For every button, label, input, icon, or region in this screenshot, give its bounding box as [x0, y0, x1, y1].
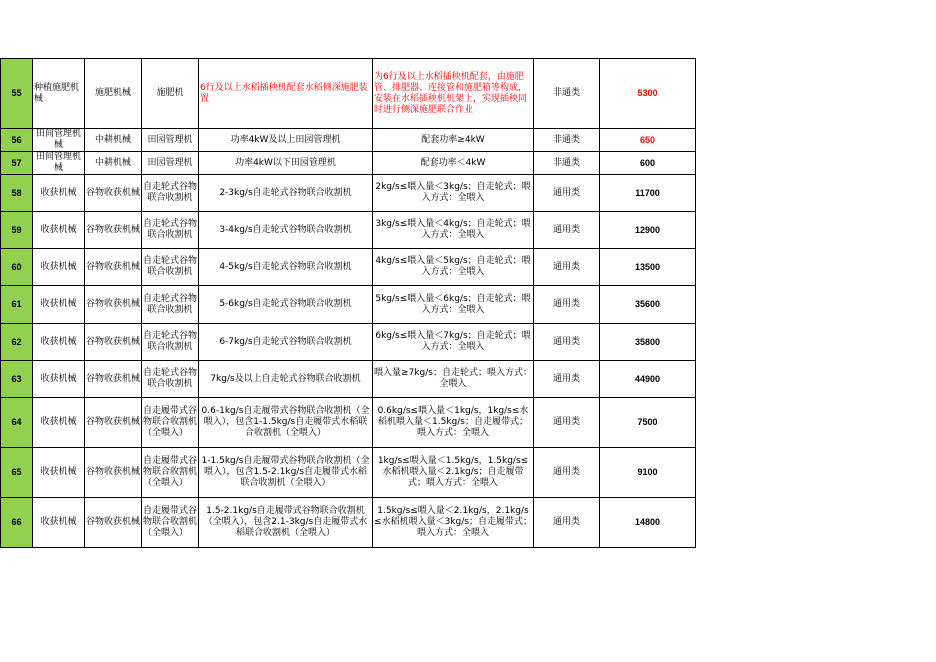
price-cell[interactable]: 14800 — [600, 498, 696, 548]
row-number-cell[interactable]: 57 — [1, 152, 33, 175]
subcategory-cell[interactable]: 谷物收获机械 — [85, 398, 142, 448]
category-cell[interactable]: 收获机械 — [33, 324, 85, 361]
type-cell[interactable]: 通用类 — [534, 361, 600, 398]
params-cell[interactable]: 0.6kg/s≤喂入量＜1kg/s，1kg/s≤水稻机喂入量＜1.5kg/s；自走履带式；喂入方式：全喂入 — [373, 398, 534, 448]
grade-cell[interactable]: 1.5-2.1kg/s自走履带式谷物联合收割机（全喂入），包含2.1-3kg/s自走履带式水稻联合收割机（全喂入） — [199, 498, 373, 548]
item-cell[interactable]: 自走轮式谷物联合收割机 — [142, 286, 199, 324]
type-cell[interactable]: 通用类 — [534, 324, 600, 361]
params-cell[interactable]: 2kg/s≤喂入量＜3kg/s；自走轮式；喂入方式：全喂入 — [373, 175, 534, 212]
category-cell[interactable]: 收获机械 — [33, 448, 85, 498]
price-cell[interactable]: 13500 — [600, 249, 696, 286]
price-cell[interactable]: 600 — [600, 152, 696, 175]
subcategory-cell[interactable]: 谷物收获机械 — [85, 212, 142, 249]
category-cell[interactable]: 田间管理机械 — [33, 152, 85, 175]
price-cell[interactable]: 35600 — [600, 286, 696, 324]
subcategory-cell[interactable]: 谷物收获机械 — [85, 498, 142, 548]
params-cell[interactable]: 5kg/s≤喂入量＜6kg/s；自走轮式；喂入方式：全喂入 — [373, 286, 534, 324]
params-cell[interactable]: 1kg/s≤喂入量＜1.5kg/s，1.5kg/s≤水稻机喂入量＜2.1kg/s；自走履带式；喂入方式：全喂入 — [373, 448, 534, 498]
subcategory-cell[interactable]: 中耕机械 — [85, 129, 142, 152]
row-number-cell[interactable]: 58 — [1, 175, 33, 212]
price-cell[interactable]: 650 — [600, 129, 696, 152]
row-number-cell[interactable]: 55 — [1, 59, 33, 129]
item-cell[interactable]: 田园管理机 — [142, 129, 199, 152]
category-cell[interactable]: 种植施肥机械 — [33, 59, 85, 129]
category-cell[interactable]: 收获机械 — [33, 212, 85, 249]
table-row — [1, 398, 696, 448]
grade-cell[interactable]: 功率4kW以下田园管理机 — [199, 152, 373, 175]
table-row — [1, 175, 696, 212]
item-cell[interactable]: 自走履带式谷物联合收割机（全喂入） — [142, 398, 199, 448]
type-cell[interactable]: 非通类 — [534, 152, 600, 175]
table-row — [1, 249, 696, 286]
row-number-cell[interactable]: 66 — [1, 498, 33, 548]
grade-cell[interactable]: 5-6kg/s自走轮式谷物联合收割机 — [199, 286, 373, 324]
price-cell[interactable]: 9100 — [600, 448, 696, 498]
item-cell[interactable]: 施肥机 — [142, 59, 199, 129]
row-number-cell[interactable]: 56 — [1, 129, 33, 152]
category-cell[interactable]: 收获机械 — [33, 398, 85, 448]
subcategory-cell[interactable]: 谷物收获机械 — [85, 448, 142, 498]
category-cell[interactable]: 收获机械 — [33, 249, 85, 286]
item-cell[interactable]: 自走履带式谷物联合收割机（全喂入） — [142, 448, 199, 498]
category-cell[interactable]: 收获机械 — [33, 286, 85, 324]
price-cell[interactable]: 35800 — [600, 324, 696, 361]
price-cell[interactable]: 7500 — [600, 398, 696, 448]
row-number-cell[interactable]: 65 — [1, 448, 33, 498]
row-number-cell[interactable]: 63 — [1, 361, 33, 398]
item-cell[interactable]: 自走履带式谷物联合收割机（全喂入） — [142, 498, 199, 548]
item-cell[interactable]: 自走轮式谷物联合收割机 — [142, 324, 199, 361]
params-cell[interactable]: 4kg/s≤喂入量＜5kg/s；自走轮式；喂入方式：全喂入 — [373, 249, 534, 286]
params-cell[interactable]: 3kg/s≤喂入量＜4kg/s；自走轮式；喂入方式：全喂入 — [373, 212, 534, 249]
subsidy-table — [0, 58, 696, 548]
params-cell[interactable]: 配套功率≥4kW — [373, 129, 534, 152]
table-row — [1, 152, 696, 175]
table-row — [1, 361, 696, 398]
type-cell[interactable]: 通用类 — [534, 249, 600, 286]
grade-cell[interactable]: 功率4kW及以上田园管理机 — [199, 129, 373, 152]
type-cell[interactable]: 通用类 — [534, 175, 600, 212]
subcategory-cell[interactable]: 谷物收获机械 — [85, 175, 142, 212]
row-number-cell[interactable]: 62 — [1, 324, 33, 361]
category-cell[interactable]: 田间管理机械 — [33, 129, 85, 152]
category-cell[interactable]: 收获机械 — [33, 498, 85, 548]
category-cell[interactable]: 收获机械 — [33, 175, 85, 212]
table-row — [1, 129, 696, 152]
params-cell[interactable]: 1.5kg/s≤喂入量＜2.1kg/s，2.1kg/s≤水稻机喂入量＜3kg/s；自走履带式；喂入方式：全喂入 — [373, 498, 534, 548]
table-row — [1, 448, 696, 498]
type-cell[interactable]: 非通类 — [534, 59, 600, 129]
price-cell[interactable]: 11700 — [600, 175, 696, 212]
params-cell[interactable]: 为6行及以上水稻插秧机配套，由施肥管、排肥器、连接管和施肥箱等构成，安装在水稻插秧机机架上，实现插秧同时进行侧深施肥联合作业 — [373, 59, 534, 129]
type-cell[interactable]: 通用类 — [534, 286, 600, 324]
grade-cell[interactable]: 4-5kg/s自走轮式谷物联合收割机 — [199, 249, 373, 286]
grade-cell[interactable]: 0.6-1kg/s自走履带式谷物联合收割机（全喂入），包含1-1.5kg/s自走履带式水稻联合收割机（全喂入） — [199, 398, 373, 448]
subcategory-cell[interactable]: 谷物收获机械 — [85, 361, 142, 398]
price-cell[interactable]: 12900 — [600, 212, 696, 249]
grade-cell[interactable]: 3-4kg/s自走轮式谷物联合收割机 — [199, 212, 373, 249]
row-number-cell[interactable]: 59 — [1, 212, 33, 249]
params-cell[interactable]: 喂入量≥7kg/s；自走轮式；喂入方式：全喂入 — [373, 361, 534, 398]
grade-cell[interactable]: 7kg/s及以上自走轮式谷物联合收割机 — [199, 361, 373, 398]
item-cell[interactable]: 自走轮式谷物联合收割机 — [142, 212, 199, 249]
grade-cell[interactable]: 1-1.5kg/s自走履带式谷物联合收割机（全喂入），包含1.5-2.1kg/s自走履带式水稻联合收割机（全喂入） — [199, 448, 373, 498]
price-cell[interactable]: 5300 — [600, 59, 696, 129]
row-number-cell[interactable]: 64 — [1, 398, 33, 448]
item-cell[interactable]: 田园管理机 — [142, 152, 199, 175]
grade-cell[interactable]: 6行及以上水稻插秧机配套水稻侧深施肥装置 — [199, 59, 373, 129]
type-cell[interactable]: 通用类 — [534, 498, 600, 548]
subcategory-cell[interactable]: 谷物收获机械 — [85, 324, 142, 361]
category-cell[interactable]: 收获机械 — [33, 361, 85, 398]
subcategory-cell[interactable]: 中耕机械 — [85, 152, 142, 175]
type-cell[interactable]: 通用类 — [534, 448, 600, 498]
params-cell[interactable]: 配套功率＜4kW — [373, 152, 534, 175]
item-cell[interactable]: 自走轮式谷物联合收割机 — [142, 361, 199, 398]
subcategory-cell[interactable]: 施肥机械 — [85, 59, 142, 129]
item-cell[interactable]: 自走轮式谷物联合收割机 — [142, 249, 199, 286]
type-cell[interactable]: 非通类 — [534, 129, 600, 152]
table-row — [1, 59, 696, 129]
subcategory-cell[interactable]: 谷物收获机械 — [85, 286, 142, 324]
table-row — [1, 498, 696, 548]
item-cell[interactable]: 自走轮式谷物联合收割机 — [142, 175, 199, 212]
params-cell[interactable]: 6kg/s≤喂入量＜7kg/s；自走轮式；喂入方式：全喂入 — [373, 324, 534, 361]
table-row — [1, 286, 696, 324]
price-cell[interactable]: 44900 — [600, 361, 696, 398]
type-cell[interactable]: 通用类 — [534, 212, 600, 249]
subcategory-cell[interactable]: 谷物收获机械 — [85, 249, 142, 286]
row-number-cell[interactable]: 60 — [1, 249, 33, 286]
table-row — [1, 212, 696, 249]
row-number-cell[interactable]: 61 — [1, 286, 33, 324]
type-cell[interactable]: 通用类 — [534, 398, 600, 448]
table-row — [1, 324, 696, 361]
grade-cell[interactable]: 2-3kg/s自走轮式谷物联合收割机 — [199, 175, 373, 212]
grade-cell[interactable]: 6-7kg/s自走轮式谷物联合收割机 — [199, 324, 373, 361]
